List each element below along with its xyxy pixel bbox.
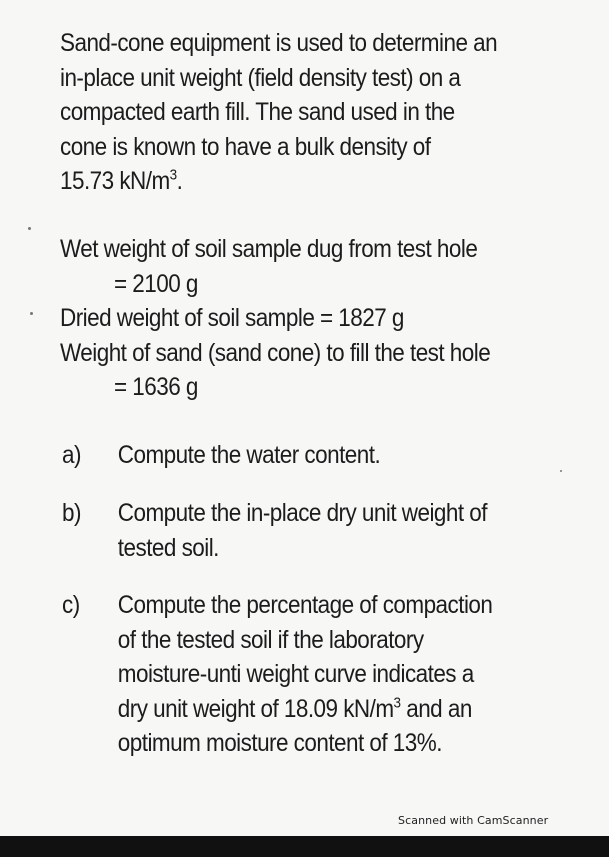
dry-weight-line: Dried weight of soil sample = 1827 g — [60, 304, 404, 332]
lab-dry-unit-weight: dry unit weight of 18.09 kN/m — [117, 694, 394, 723]
scan-bottom-border — [0, 836, 609, 857]
question-c-line-2: of the tested soil if the laboratory — [117, 625, 424, 654]
wet-weight-label: Wet weight of soil sample dug from test hole — [60, 235, 478, 263]
given-data — [60, 232, 558, 405]
question-c-line-5: optimum moisture content of 13%. — [117, 729, 442, 757]
question-c-text — [118, 588, 493, 761]
question-c-line-1: Compute the percentage of compaction — [117, 591, 493, 619]
question-b-marker: b) — [62, 499, 81, 527]
question-c-line-4-end: and an — [400, 694, 472, 723]
intro-line-5 — [60, 164, 558, 199]
scan-speck — [28, 227, 31, 230]
intro-line-1: Sand-cone equipment is used to determine an — [60, 29, 498, 57]
intro-line-2: in-place unit weight (field density test) on a — [60, 63, 461, 92]
scan-speck — [30, 312, 33, 315]
lab-unit-exponent: 3 — [393, 694, 401, 712]
sand-weight-label: Weight of sand (sand cone) to fill the test hole — [60, 338, 491, 367]
intro-line-4: cone is known to have a bulk density of — [60, 132, 431, 161]
bulk-density-value: 15.73 kN/m — [60, 167, 170, 195]
problem-intro — [60, 26, 558, 199]
question-c-marker: c) — [62, 591, 80, 619]
bulk-density-exponent: 3 — [169, 166, 177, 184]
camscanner-watermark: Scanned with CamScanner — [398, 814, 549, 827]
intro-line-3: compacted earth fill. The sand used in the — [60, 98, 455, 126]
sand-weight-value: = 1636 g — [114, 373, 198, 401]
scan-speck — [560, 470, 562, 472]
question-b-text — [118, 496, 487, 565]
question-a-text: Compute the water content. — [117, 441, 381, 469]
question-c-line-4 — [118, 692, 493, 727]
question-b-line-2: tested soil. — [117, 533, 219, 562]
question-b-line-1: Compute the in-place dry unit weight of — [117, 499, 487, 527]
question-c-line-3: moisture-unti weight curve indicates a — [117, 660, 474, 688]
wet-weight-value: = 2100 g — [114, 269, 198, 298]
intro-period: . — [176, 167, 183, 195]
question-a-marker: a) — [62, 441, 81, 469]
